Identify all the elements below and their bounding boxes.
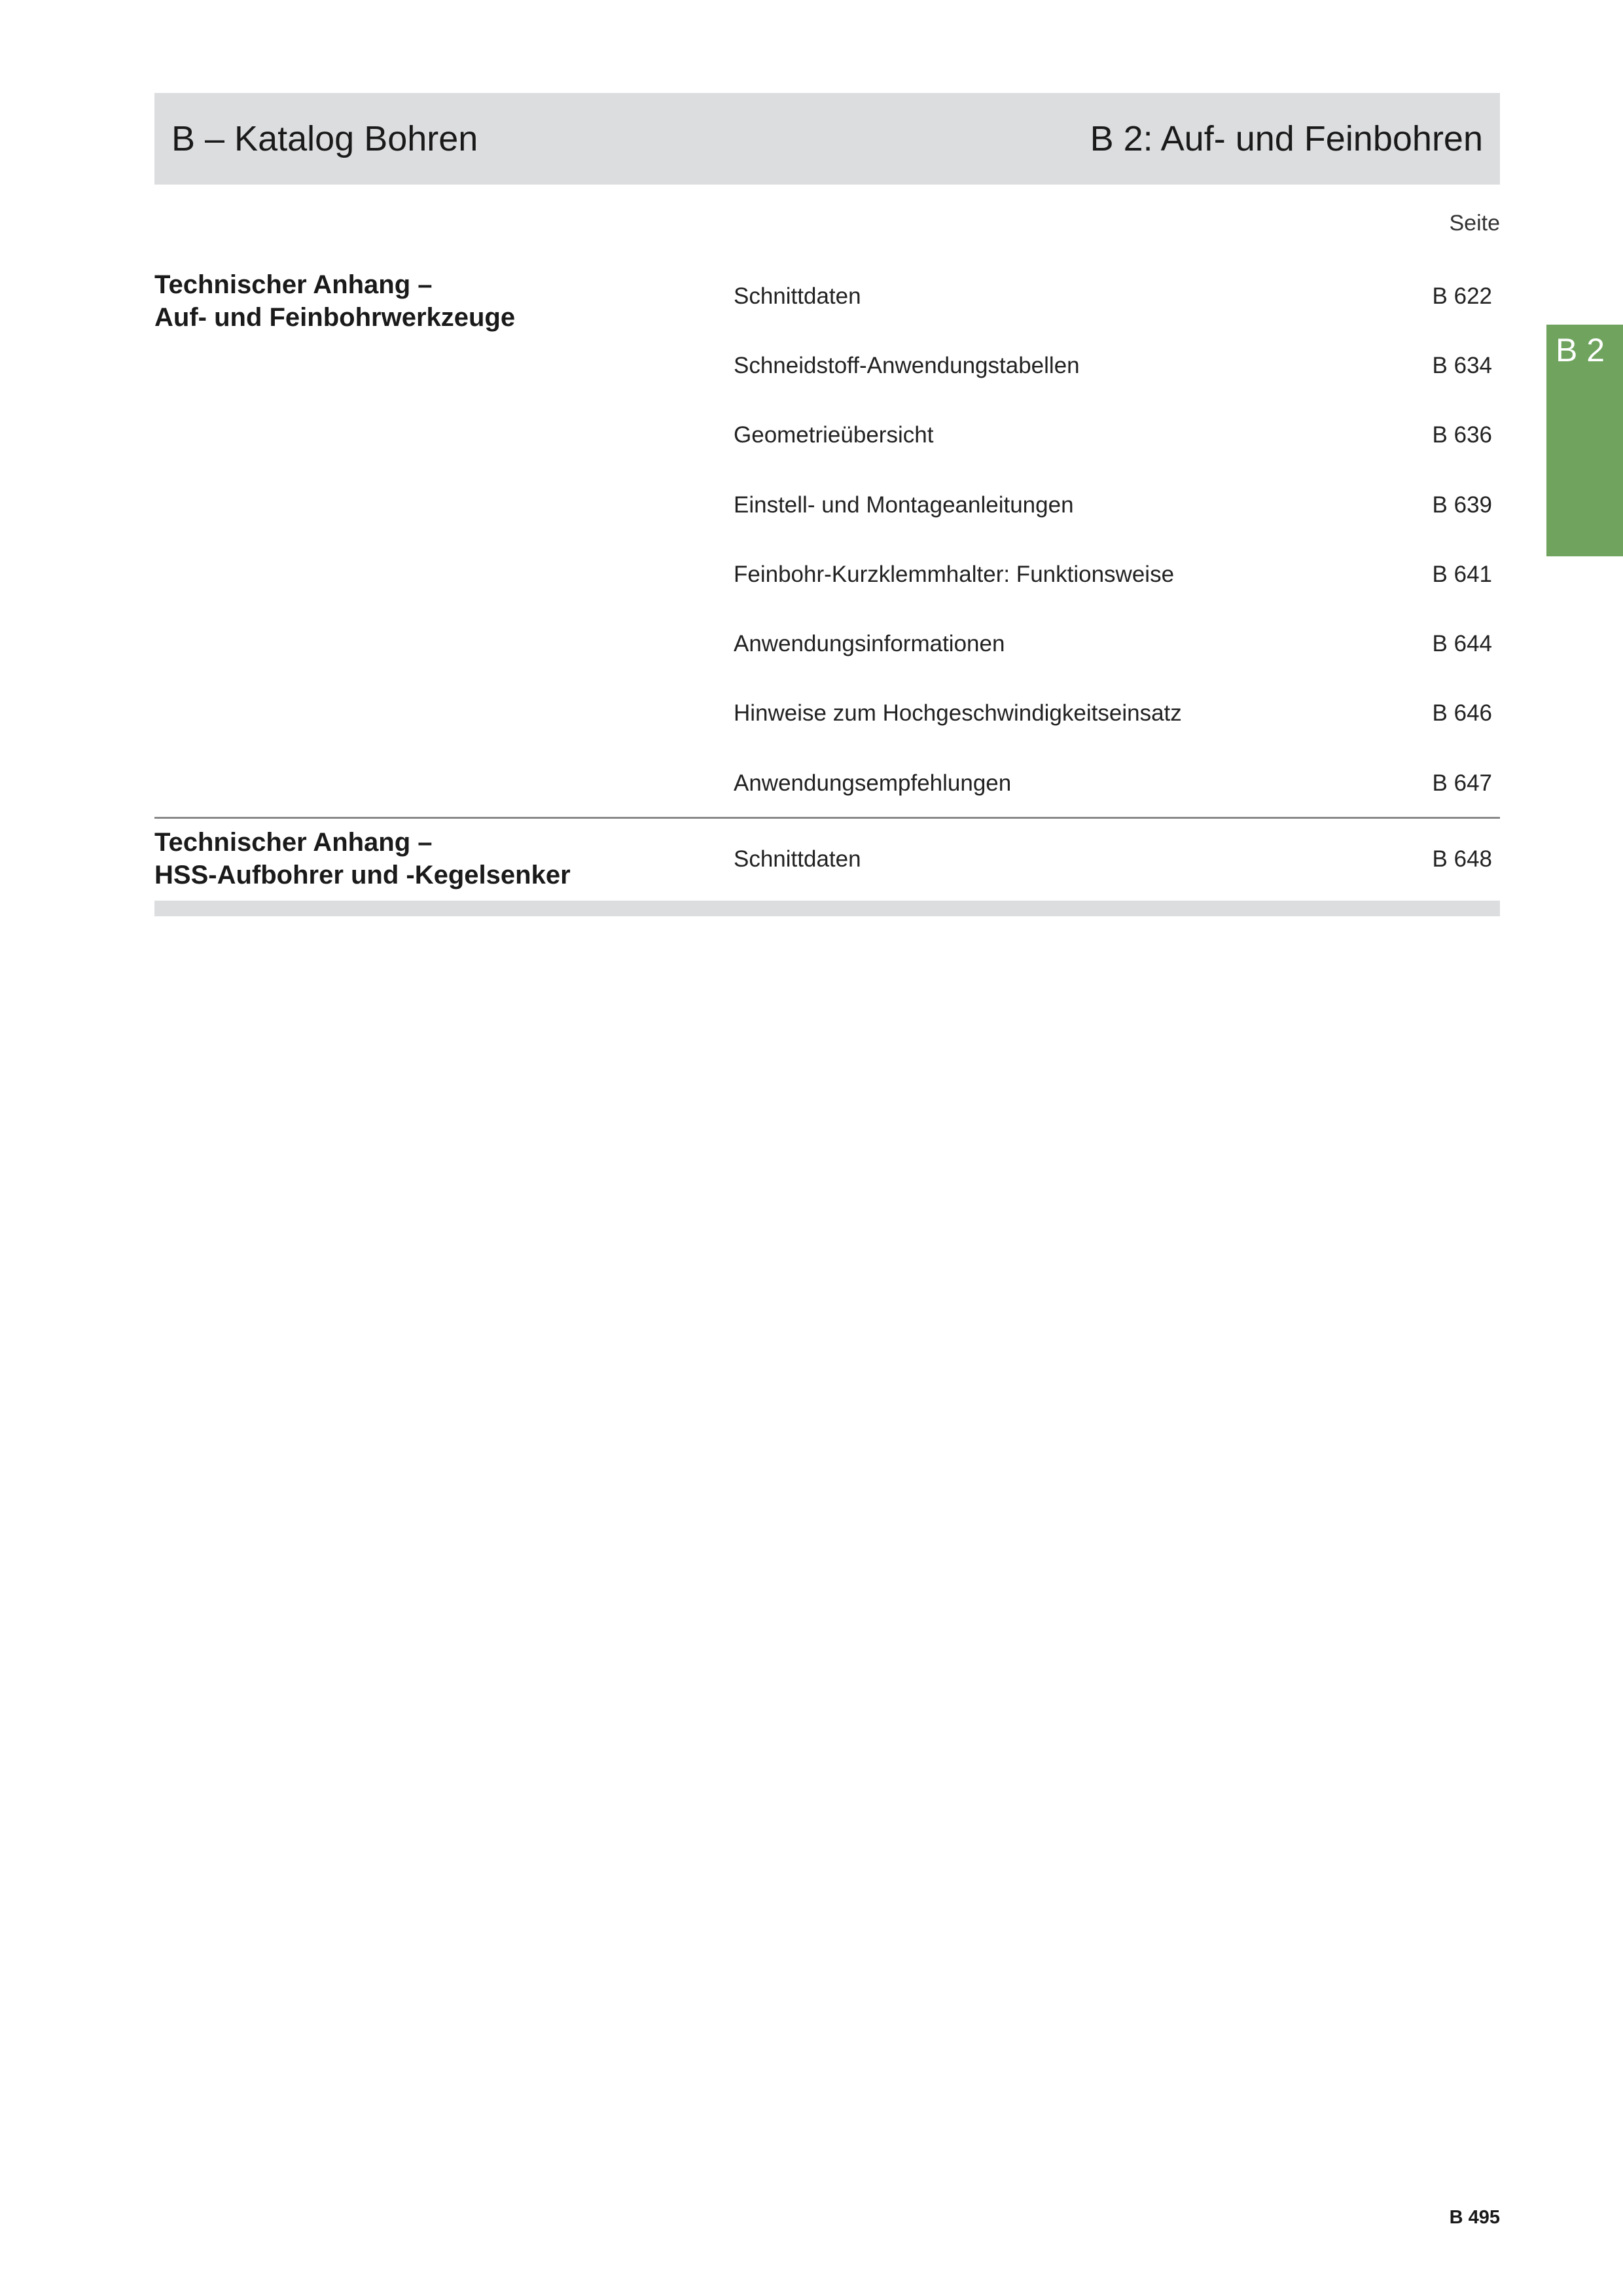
page-column-label: Seite: [1449, 211, 1500, 236]
toc-entry[interactable]: [734, 840, 1492, 879]
toc-entry-label: Anwendungsinformationen: [734, 631, 1005, 656]
toc-entry[interactable]: [734, 764, 1492, 803]
toc-entry[interactable]: [734, 277, 1492, 316]
chapter-tab-label: B 2: [1556, 332, 1605, 368]
section-title-line1: Technischer Anhang –: [154, 270, 433, 299]
section-title: [154, 268, 717, 334]
toc-entry-label: Hinweise zum Hochgeschwindigkeitseinsatz: [734, 700, 1182, 726]
toc-entry-page: B 647: [1432, 770, 1492, 796]
chapter-tab[interactable]: [1546, 325, 1623, 556]
chapter-title: B 2: Auf- und Feinbohren: [1090, 119, 1483, 158]
toc-entry-page: B 641: [1432, 562, 1492, 587]
toc-entry-label: Schneidstoff-Anwendungstabellen: [734, 353, 1080, 378]
toc-entry-label: Schnittdaten: [734, 846, 861, 872]
toc-entry[interactable]: [734, 416, 1492, 455]
bottom-rule: [154, 901, 1500, 916]
toc-entry-label: Anwendungsempfehlungen: [734, 770, 1012, 796]
section-title: [154, 826, 717, 891]
toc-entry-page: B 644: [1432, 631, 1492, 656]
toc-entry-page: B 646: [1432, 700, 1492, 726]
toc-entry-page: B 648: [1432, 846, 1492, 872]
page-header: [154, 93, 1500, 185]
toc-entry-label: Schnittdaten: [734, 283, 861, 309]
section-title-line2: Auf- und Feinbohrwerkzeuge: [154, 303, 516, 332]
catalog-title: B – Katalog Bohren: [171, 119, 478, 158]
toc-entry[interactable]: [734, 694, 1492, 733]
toc-entry[interactable]: [734, 346, 1492, 386]
toc-entry-page: B 639: [1432, 492, 1492, 518]
toc-entry[interactable]: [734, 486, 1492, 525]
toc-entry-label: Geometrieübersicht: [734, 422, 934, 448]
toc-entry[interactable]: [734, 624, 1492, 664]
page-number: B 495: [1449, 2207, 1500, 2228]
section-divider: [154, 817, 1500, 819]
toc-entry-page: B 634: [1432, 353, 1492, 378]
section-title-line1: Technischer Anhang –: [154, 828, 433, 857]
toc-entry-page: B 622: [1432, 283, 1492, 309]
toc-entry-page: B 636: [1432, 422, 1492, 448]
toc-entry-label: Einstell- und Montageanleitungen: [734, 492, 1074, 518]
toc-entry[interactable]: [734, 555, 1492, 594]
toc-entry-label: Feinbohr-Kurzklemmhalter: Funktionsweise: [734, 562, 1175, 587]
section-title-line2: HSS-Aufbohrer und -Kegelsenker: [154, 861, 571, 889]
